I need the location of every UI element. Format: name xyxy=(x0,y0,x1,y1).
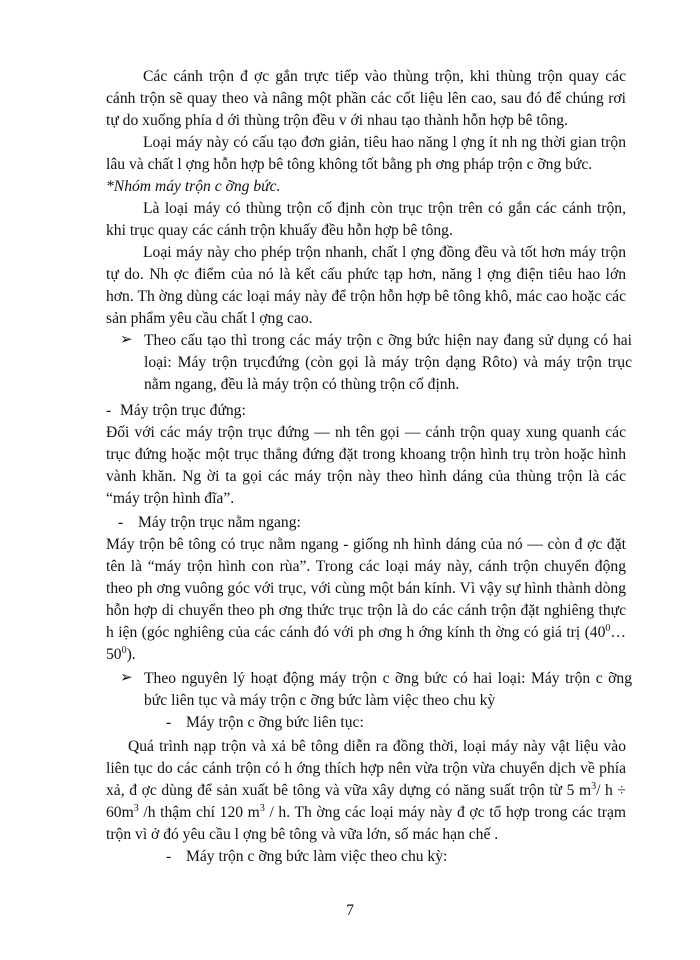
dash-bullet-icon: - xyxy=(118,514,124,531)
bullet-operating-principle xyxy=(106,668,632,712)
bullet-operating-text: Theo nguyên lý hoạt động máy trộn c ỡng bức có hai loại: Máy trộn c ỡng bức liên tục và máy trộn c ỡng bức làm việc theo chu kỳ xyxy=(144,670,632,709)
continuous-mixer-body xyxy=(106,736,626,846)
dash-bullet-icon: - xyxy=(106,402,112,419)
dash-bullet-icon: - xyxy=(166,848,172,865)
angle-close: ). xyxy=(126,646,136,663)
periodic-mixer-heading: Máy trộn c ỡng bức làm việc theo chu kỳ: xyxy=(186,848,448,865)
bullet-structure-types xyxy=(106,330,632,396)
paragraph-free-fall-summary: Loại máy này có cấu tạo đơn giản, tiêu hao năng l ợng ít nh ng thời gian trộn lâu và chất l ợng hỗn hợp bê tông không tốt bằng ph ơng pháp trộn c ỡng bức. xyxy=(106,134,626,173)
vertical-mixer-heading-row xyxy=(106,400,626,422)
capacity-unit-b: /h thậm chí 120 m xyxy=(138,804,260,821)
continuous-body-text-end: / h. Th ờng các loại máy này đ ợc tổ hợp trong các trạm trộn vì ở đó yêu cầu l ợng bê tông và vữa lớn, số mác hạn chế . xyxy=(106,804,626,843)
cube-superscript: 3 xyxy=(133,802,139,814)
vertical-mixer-body: Đối với các máy trộn trục đứng — nh tên gọi — cánh trộn quay xung quanh các trục đứng hoặc một trục thẳng đứng đặt trong khoang trộn hình trụ tròn hoặc hình vành khăn. Ng ời ta gọi các máy trộn này theo hình dáng của thùng trộn là các “máy trộn hình đĩa”. xyxy=(106,424,626,507)
vertical-mixer-heading: Máy trộn trục đứng: xyxy=(120,402,246,419)
arrow-bullet-icon: ➢ xyxy=(120,332,133,348)
bullet-structure-text: Theo cấu tạo thì trong các máy trộn c ỡng bức hiện nay đang sử dụng có hai loại: Máy trộn trụcđứng (còn gọi là máy trộn dạng Rôto) và máy trộn trục nằm ngang, đều là máy trộn có thùng trộn cố định. xyxy=(144,332,632,393)
angle-range-separator: …50 xyxy=(106,624,626,663)
page-number: 7 xyxy=(346,902,354,919)
horizontal-body-text: Máy trộn bê tông có trục nằm ngang - giống nh hình dáng của nó — còn đ ợc đặt tên là “máy trộn hình con rùa”. Trong các loại máy này, cánh trộn chuyển động theo ph ơng vuông góc với trục, với cùng một bán kính. Vì vậy sự hình thành dòng hỗn hợp di chuyển theo ph ơng thức trục trộn là do các cánh trộn đặt nghiêng thực h iện (góc nghiêng của các cánh đó với ph ơng h ớng kính th ờng có giá trị (40 xyxy=(106,536,626,641)
dash-bullet-icon: - xyxy=(166,714,172,731)
periodic-mixer-heading-row xyxy=(106,846,626,868)
heading-forced-mixer-group: *Nhóm máy trộn c ỡng bức. xyxy=(106,178,281,195)
paragraph-forced-mixer-definition: Là loại máy có thùng trộn cố định còn trục trộn trên có gắn các cánh trộn, khi trục quay các cánh trộn khuấy đều hỗn hợp bê tông. xyxy=(106,200,626,239)
continuous-mixer-heading: Máy trộn c ỡng bức liên tục: xyxy=(186,714,364,731)
cube-superscript: 3 xyxy=(259,802,265,814)
degree-superscript: 0 xyxy=(605,622,611,634)
paragraph-rotating-blades: Các cánh trộn đ ợc gắn trực tiếp vào thùng trộn, khi thùng trộn quay các cánh trộn sẽ quay theo và nâng một phần các cốt liệu lên cao, sau đó để chúng rơi tự do xuống phía d ới thùng trộn đều v ới nhau tạo thành hỗn hợp bê tông. xyxy=(106,68,626,129)
capacity-unit-a: / h ÷ 60m xyxy=(106,782,626,821)
paragraph-forced-mixer-pros-cons: Loại máy này cho phép trộn nhanh, chất l ợng đồng đều và tốt hơn máy trộn tự do. Nh ợc điểm của nó là kết cấu phức tạp hơn, năng l ợng điện tiêu hao lớn hơn. Th ờng dùng các loại máy này để trộn hỗn hợp bê tông khô, mác cao hoặc các sản phẩm yêu cầu chất l ợng cao. xyxy=(106,244,626,327)
arrow-bullet-icon: ➢ xyxy=(120,670,133,686)
continuous-mixer-heading-row xyxy=(106,712,626,734)
cube-superscript: 3 xyxy=(591,780,597,792)
horizontal-mixer-body xyxy=(106,534,626,666)
continuous-body-text: Quá trình nạp trộn và xả bê tông diễn ra đồng thời, loại máy này vật liệu vào liên tục do các cánh trộn có h ớng thích hợp nên vừa trộn vừa chuyển dịch về phía xả, đ ợc dùng để sản xuất bê tông và vữa xây dựng có năng suất trộn từ 5 m xyxy=(106,738,626,799)
degree-superscript: 0 xyxy=(121,644,127,656)
horizontal-mixer-heading: Máy trộn trục nằm ngang: xyxy=(138,514,301,531)
horizontal-mixer-heading-row xyxy=(106,512,626,534)
